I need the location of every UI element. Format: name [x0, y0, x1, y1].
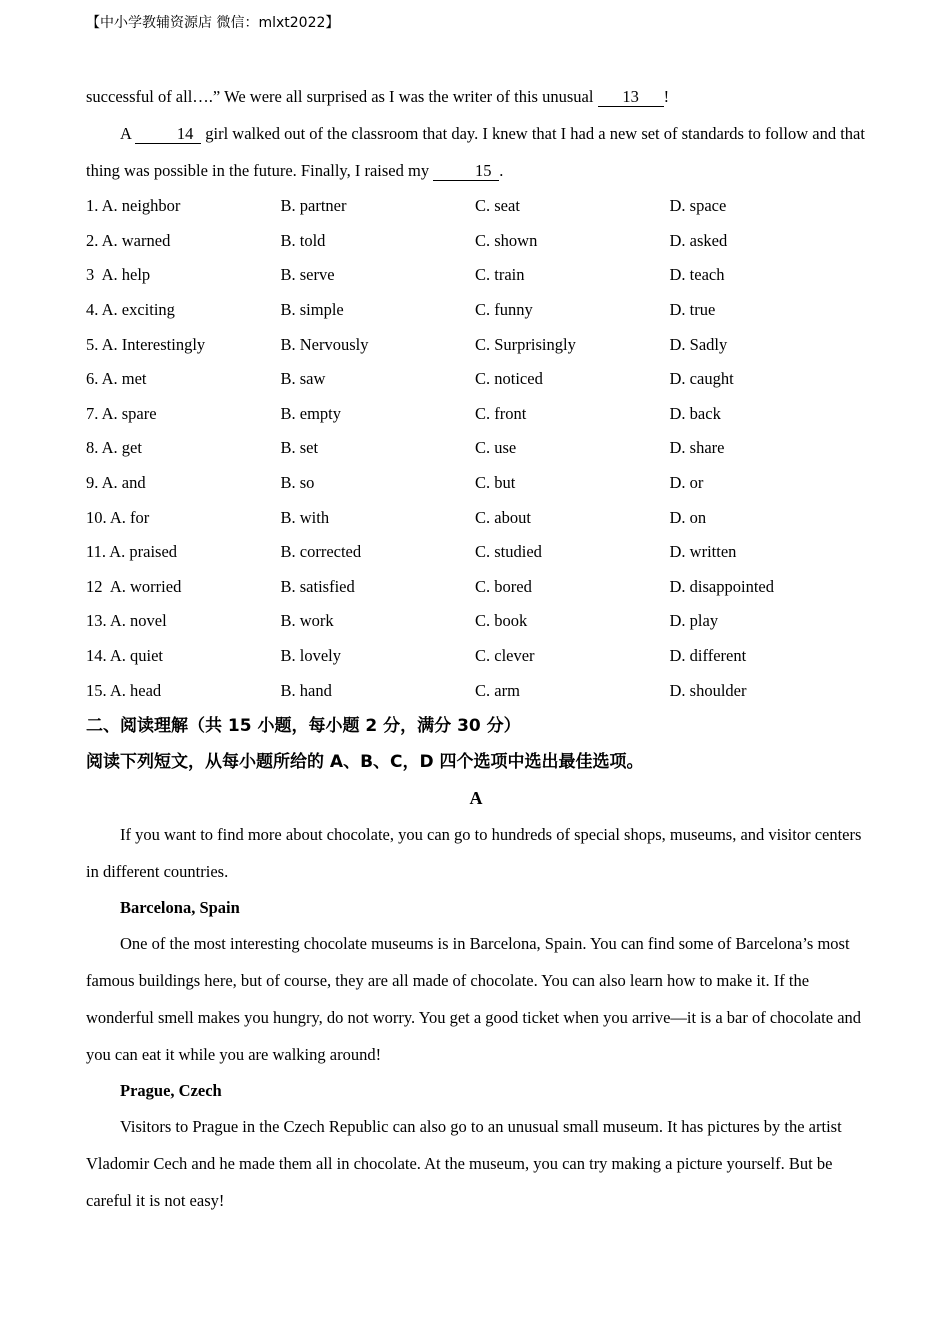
option-d: D. written — [669, 542, 737, 562]
option-a: 10. A. for — [86, 507, 150, 527]
option-b: B. partner — [280, 196, 347, 216]
option-b: B. serve — [280, 265, 335, 285]
passage-paragraph-2 — [86, 115, 866, 189]
option-d: D. space — [669, 196, 727, 216]
reading-paragraph-prague: Visitors to Prague in the Czech Republic can also go to an unusual small museum. It has pictures by the artist Vladomir Cech and he made them all in chocolate. At the museum, you can try making a picture yourself. But be careful it is not easy! — [86, 1116, 842, 1210]
option-b: B. set — [280, 438, 319, 458]
option-row — [86, 327, 866, 362]
option-a: 14. A. quiet — [86, 646, 163, 666]
option-a: 2. A. warned — [86, 230, 171, 250]
option-b: B. satisfied — [280, 576, 355, 596]
option-c: C. front — [475, 403, 527, 423]
option-a: 6. A. met — [86, 369, 147, 389]
option-c: C. bored — [475, 576, 532, 596]
document-body — [86, 78, 866, 1219]
option-row — [86, 604, 866, 639]
option-c: C. but — [475, 473, 516, 493]
option-a: 15. A. head — [86, 680, 162, 700]
passage-text: girl walked out of the classroom that day. I knew that I had a new set of standards to follow and that thing was possible in the future. Finally, I raised my — [86, 124, 865, 180]
option-d: D. teach — [669, 265, 725, 285]
option-c: C. seat — [475, 196, 520, 216]
section-title: 二、阅读理解（共 15 小题，每小题 2 分，满分 30 分） — [86, 715, 521, 736]
option-row — [86, 535, 866, 570]
option-c: C. use — [475, 438, 517, 458]
option-row — [86, 673, 866, 708]
option-c: C. noticed — [475, 369, 543, 389]
option-c: C. train — [475, 265, 525, 285]
option-d: D. Sadly — [669, 334, 728, 354]
passage-text: ! — [663, 87, 670, 106]
option-d: D. or — [669, 473, 704, 493]
option-b: B. work — [280, 611, 334, 631]
option-b: B. lovely — [280, 646, 341, 666]
option-a: 9. A. and — [86, 473, 146, 493]
option-b: B. empty — [280, 403, 341, 423]
option-b: B. simple — [280, 300, 344, 320]
option-d: D. asked — [669, 230, 728, 250]
option-b: B. corrected — [280, 542, 362, 562]
option-c: C. book — [475, 611, 528, 631]
option-c: C. shown — [475, 230, 538, 250]
option-a: 11. A. praised — [86, 542, 178, 562]
option-row — [86, 224, 866, 259]
option-b: B. so — [280, 473, 315, 493]
option-b: B. Nervously — [280, 334, 369, 354]
part-label: A — [469, 787, 483, 808]
option-c: C. studied — [475, 542, 542, 562]
options-list — [86, 189, 866, 708]
option-c: C. clever — [475, 646, 535, 666]
option-d: D. on — [669, 507, 707, 527]
option-b: B. told — [280, 230, 326, 250]
option-c: C. arm — [475, 680, 520, 700]
section-instruction: 阅读下列短文，从每小题所给的 A、B、C，D 四个选项中选出最佳选项。 — [86, 751, 644, 772]
option-a: 1. A. neighbor — [86, 196, 181, 216]
option-row — [86, 189, 866, 224]
option-row — [86, 362, 866, 397]
reading-heading-prague: Prague, Czech — [120, 1080, 222, 1100]
option-a: 4. A. exciting — [86, 300, 175, 320]
option-a: 12 A. worried — [86, 576, 182, 596]
passage-text: A — [120, 124, 136, 143]
blank-13: 13 — [598, 88, 664, 107]
option-d: D. caught — [669, 369, 734, 389]
reading-heading-barcelona: Barcelona, Spain — [120, 897, 240, 917]
option-d: D. different — [669, 646, 747, 666]
option-a: 13. A. novel — [86, 611, 167, 631]
option-d: D. disappointed — [669, 576, 774, 596]
reading-intro: If you want to find more about chocolate, you can go to hundreds of special shops, museums, and visitor centers in different countries. — [86, 824, 862, 881]
option-d: D. true — [669, 300, 716, 320]
blank-15: 15 — [433, 162, 499, 181]
option-c: C. funny — [475, 300, 533, 320]
reading-paragraph-barcelona: One of the most interesting chocolate museums is in Barcelona, Spain. You can find some of Barcelona’s most famous buildings here, but of course, they are all made of chocolate. You can also learn how to make it. If the wonderful smell makes you hungry, do not worry. You get a good ticket when you arrive—it is a bar of chocolate and you can eat it while you are walking around! — [86, 933, 862, 1064]
option-d: D. shoulder — [669, 680, 747, 700]
option-a: 3 A. help — [86, 265, 151, 285]
option-c: C. Surprisingly — [475, 334, 576, 354]
option-b: B. saw — [280, 369, 326, 389]
option-row — [86, 466, 866, 501]
option-row — [86, 397, 866, 432]
blank-14: 14 — [135, 125, 201, 144]
option-d: D. back — [669, 403, 721, 423]
passage-text: . — [499, 161, 504, 180]
option-a: 7. A. spare — [86, 403, 157, 423]
option-row — [86, 258, 866, 293]
option-row — [86, 431, 866, 466]
page-header: 【中小学教辅资源店 微信：mlxt2022】 — [86, 15, 340, 31]
passage-text: successful of all….” We were all surprised as I was the writer of this unusual — [86, 87, 598, 106]
option-a: 5. A. Interestingly — [86, 334, 206, 354]
option-row — [86, 639, 866, 674]
option-row — [86, 293, 866, 328]
option-row — [86, 570, 866, 605]
option-c: C. about — [475, 507, 531, 527]
option-b: B. hand — [280, 680, 332, 700]
passage-line-1 — [86, 78, 866, 115]
option-a: 8. A. get — [86, 438, 142, 458]
option-row — [86, 500, 866, 535]
option-b: B. with — [280, 507, 330, 527]
option-d: D. share — [669, 438, 725, 458]
option-d: D. play — [669, 611, 719, 631]
